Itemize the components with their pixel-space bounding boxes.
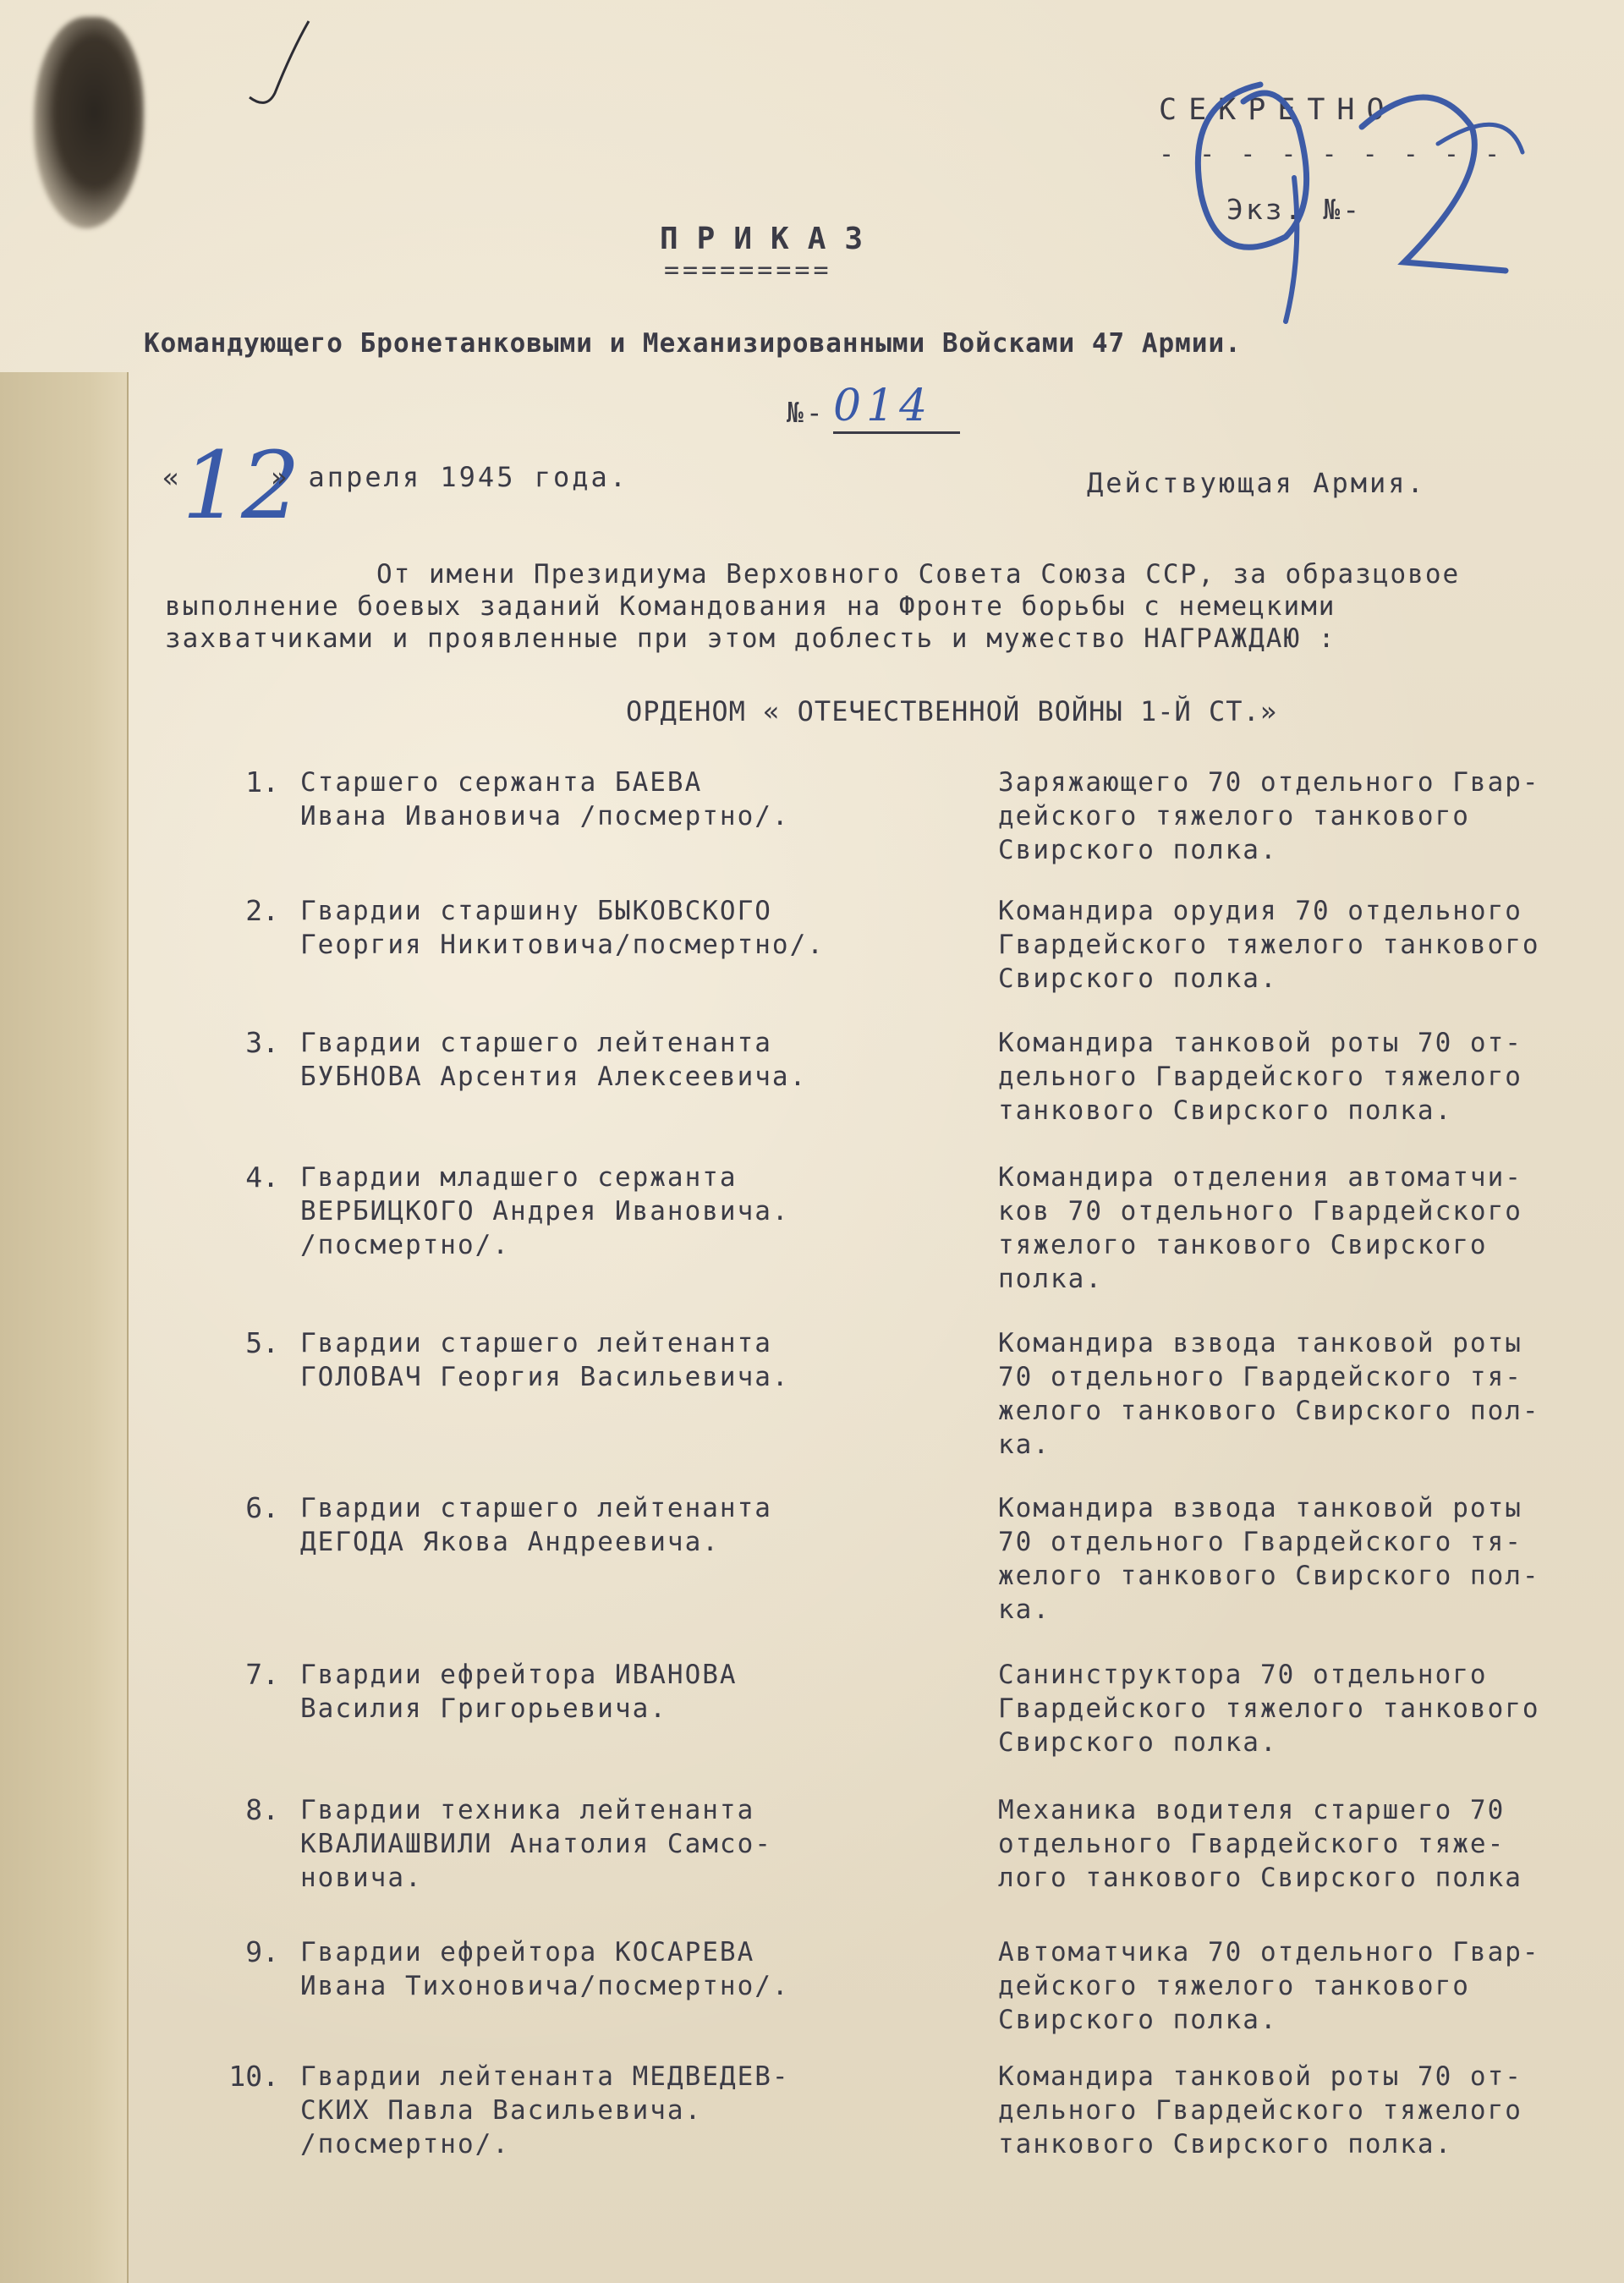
entry-position-line: танкового Свирского полка.: [998, 2129, 1453, 2160]
entry-position-line: желого танкового Свирского пол-: [998, 1396, 1540, 1426]
entry-number: 8.: [245, 1793, 279, 1826]
entry-number: 4.: [245, 1161, 279, 1194]
entry-name-line: Гвардии лейтенанта МЕДВЕДЕВ-: [300, 2061, 790, 2092]
entry-name-line: Гвардии старшего лейтенанта: [300, 1328, 772, 1358]
entry-name-line: Ивана Ивановича /посмертно/.: [300, 801, 790, 831]
entry-position-line: ков 70 отдельного Гвардейского: [998, 1196, 1522, 1227]
entry-position: [998, 766, 1624, 867]
entry-position-line: Командира взвода танковой роты: [998, 1328, 1522, 1358]
award-heading: ОРДЕНОМ « ОТЕЧЕСТВЕННОЙ ВОЙНЫ 1-Й СТ.»: [626, 695, 1278, 727]
entry-position: [998, 1658, 1624, 1759]
entry-position: [998, 1161, 1624, 1296]
copy-number-label: Экз. №-: [1226, 193, 1363, 226]
entry-number: 7.: [245, 1658, 279, 1691]
entry-position-line: желого танкового Свирского пол-: [998, 1561, 1540, 1591]
entry-position-line: тяжелого танкового Свирского: [998, 1230, 1488, 1260]
intro-line: выполнение боевых заданий Командования на Фронте борьбы с немецкими: [165, 591, 1336, 622]
entry-position-line: Командира танковой роты 70 от-: [998, 2061, 1522, 2092]
secret-underline: - - - - - - - - -: [1159, 140, 1506, 169]
date-quote-open: «: [162, 461, 182, 494]
entry-position-line: Гвардейского тяжелого танкового: [998, 1693, 1540, 1724]
place-label: Действующая Армия.: [1087, 467, 1426, 499]
secret-label: СЕКРЕТНО: [1159, 93, 1396, 127]
entry-name: [300, 1326, 968, 1394]
entry-position-line: Гвардейского тяжелого танкового: [998, 930, 1540, 960]
entry-position-line: дельного Гвардейского тяжелого: [998, 1062, 1522, 1092]
entry-position-line: отдельного Гвардейского тяже-: [998, 1829, 1506, 1859]
title-underline: =========: [664, 255, 832, 285]
entry-position-line: дейского тяжелого танкового: [998, 801, 1470, 831]
entry-position-line: 70 отдельного Гвардейского тя-: [998, 1362, 1522, 1392]
entry-position: [998, 1326, 1624, 1462]
entry-position: [998, 894, 1624, 996]
ink-stain: [34, 17, 144, 228]
order-title: ПРИКАЗ: [660, 222, 882, 256]
entry-name-line: ДЕГОДА Якова Андреевича.: [300, 1527, 720, 1557]
entry-name-line: КВАЛИАШВИЛИ Анатолия Самсо-: [300, 1829, 772, 1859]
entry-name: [300, 1935, 968, 2003]
entry-name-line: Георгия Никитовича/посмертно/.: [300, 930, 825, 960]
entry-name-line: /посмертно/.: [300, 2129, 510, 2160]
entry-name-line: Ивана Тихоновича/посмертно/.: [300, 1971, 790, 2001]
handwritten-number-92: [1150, 51, 1556, 338]
entry-position-line: Командира взвода танковой роты: [998, 1493, 1522, 1523]
entry-position: [998, 1935, 1624, 2037]
entry-name-line: Гвардии ефрейтора ИВАНОВА: [300, 1660, 738, 1690]
entry-position-line: танкового Свирского полка.: [998, 1095, 1453, 1126]
entry-position-line: лого танкового Свирского полка: [998, 1863, 1522, 1893]
entry-position-line: 70 отдельного Гвардейского тя-: [998, 1527, 1522, 1557]
backing-sheet-strip: [0, 372, 129, 2283]
entry-name: [300, 1026, 968, 1094]
entry-name-line: Василия Григорьевича.: [300, 1693, 667, 1724]
entry-name-line: Гвардии старшего лейтенанта: [300, 1028, 772, 1058]
entry-number: 5.: [245, 1326, 279, 1359]
entry-position-line: полка.: [998, 1264, 1103, 1294]
entry-position: [998, 1491, 1624, 1627]
entry-name-line: новича.: [300, 1863, 423, 1893]
entry-name-line: СКИХ Павла Васильевича.: [300, 2095, 703, 2126]
entry-position-line: Командира орудия 70 отдельного: [998, 896, 1522, 926]
entry-name: [300, 1658, 968, 1726]
order-number-prefix: №-: [787, 396, 826, 429]
entry-position-line: Свирского полка.: [998, 835, 1278, 865]
entry-number: 10.: [228, 2060, 279, 2093]
date-rest: » апреля 1945 года.: [271, 461, 629, 493]
entry-name-line: ВЕРБИЦКОГО Андрея Ивановича.: [300, 1196, 790, 1227]
entry-number: 3.: [245, 1026, 279, 1059]
entry-name-line: БУБНОВА Арсентия Алексеевича.: [300, 1062, 808, 1092]
intro-line: захватчиками и проявленные при этом доблесть и мужество НАГРАЖДАЮ :: [165, 623, 1336, 654]
entry-name: [300, 894, 968, 962]
check-mark-icon: [245, 17, 313, 110]
entry-name: [300, 766, 968, 833]
order-number-handwritten: 014: [833, 381, 960, 434]
entry-name: [300, 2060, 968, 2161]
intro-line: От имени Президиума Верховного Совета Союза ССР, за образцовое: [376, 559, 1461, 590]
entry-name-line: /посмертно/.: [300, 1230, 510, 1260]
entry-position-line: Свирского полка.: [998, 2005, 1278, 2035]
entry-position-line: дельного Гвардейского тяжелого: [998, 2095, 1522, 2126]
entry-position: [998, 1793, 1624, 1895]
order-subtitle: Командующего Бронетанковыми и Механизированными Войсками 47 Армии.: [144, 328, 1242, 359]
entry-position-line: Механика водителя старшего 70: [998, 1795, 1506, 1825]
intro-paragraph: [165, 558, 1620, 655]
entry-position: [998, 2060, 1624, 2161]
entry-name-line: Гвардии старшего лейтенанта: [300, 1493, 772, 1523]
entry-position-line: Командира отделения автоматчи-: [998, 1162, 1522, 1193]
entry-name-line: Гвардии младшего сержанта: [300, 1162, 738, 1193]
entry-position-line: Автоматчика 70 отдельного Гвар-: [998, 1937, 1540, 1967]
entry-position-line: дейского тяжелого танкового: [998, 1971, 1470, 2001]
entry-number: 2.: [245, 894, 279, 927]
entry-position-line: ка.: [998, 1430, 1051, 1460]
entry-position-line: Свирского полка.: [998, 1727, 1278, 1758]
entry-name-line: ГОЛОВАЧ Георгия Васильевича.: [300, 1362, 790, 1392]
entry-name: [300, 1161, 968, 1262]
entry-position-line: Свирского полка.: [998, 963, 1278, 994]
entry-name: [300, 1491, 968, 1559]
entry-name-line: Гвардии старшину БЫКОВСКОГО: [300, 896, 772, 926]
entry-position-line: Заряжающего 70 отдельного Гвар-: [998, 767, 1540, 798]
entry-position-line: ка.: [998, 1594, 1051, 1625]
entry-position-line: Командира танковой роты 70 от-: [998, 1028, 1522, 1058]
entry-name-line: Гвардии ефрейтора КОСАРЕВА: [300, 1937, 755, 1967]
entry-position-line: Санинструктора 70 отдельного: [998, 1660, 1488, 1690]
date-day-handwritten: 12: [182, 431, 300, 540]
entry-number: 9.: [245, 1935, 279, 1968]
entry-number: 6.: [245, 1491, 279, 1524]
entry-name-line: Старшего сержанта БАЕВА: [300, 767, 703, 798]
entry-position: [998, 1026, 1624, 1128]
entry-name: [300, 1793, 968, 1895]
entry-number: 1.: [245, 766, 279, 799]
entry-name-line: Гвардии техника лейтенанта: [300, 1795, 755, 1825]
